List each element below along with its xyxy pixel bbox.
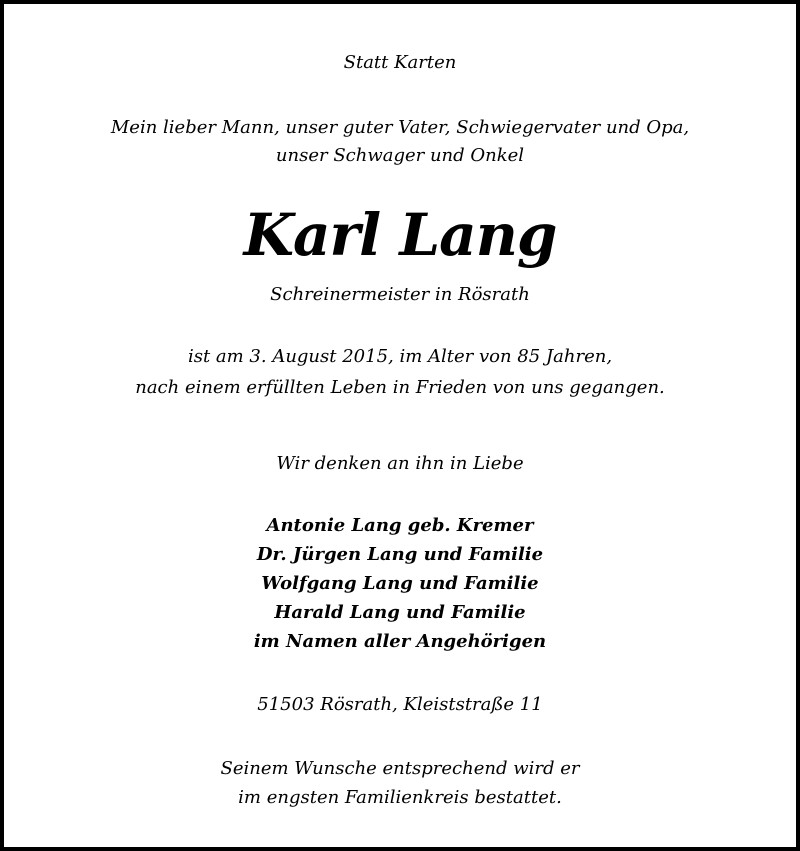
burial-note-line-2: im engsten Familienkreis bestattet.	[238, 787, 562, 808]
occupation-text: Schreinermeister in Rösrath	[270, 284, 530, 305]
mourner-line: Dr. Jürgen Lang und Familie	[256, 544, 544, 565]
death-statement-line-1: ist am 3. August 2015, im Alter von 85 Jahren,	[187, 346, 613, 367]
death-statement-line-2: nach einem erfüllten Leben in Frieden von uns gegangen.	[135, 377, 665, 398]
burial-note-line-1: Seinem Wunsche entsprechend wird er	[220, 758, 580, 779]
header-text: Statt Karten	[343, 52, 457, 73]
mourner-line: im Namen aller Angehörigen	[253, 631, 547, 652]
address-text: 51503 Rösrath, Kleiststraße 11	[257, 694, 543, 715]
deceased-name: Karl Lang	[243, 201, 557, 269]
mourner-line: Antonie Lang geb. Kremer	[266, 515, 534, 536]
mourner-line: Harald Lang und Familie	[274, 602, 526, 623]
mourner-line: Wolfgang Lang und Familie	[261, 573, 539, 594]
intro-line-1: Mein lieber Mann, unser guter Vater, Schwiegervater und Opa,	[110, 117, 690, 138]
intro-line-2: unser Schwager und Onkel	[275, 145, 525, 166]
remembrance-text: Wir denken an ihn in Liebe	[276, 453, 524, 474]
